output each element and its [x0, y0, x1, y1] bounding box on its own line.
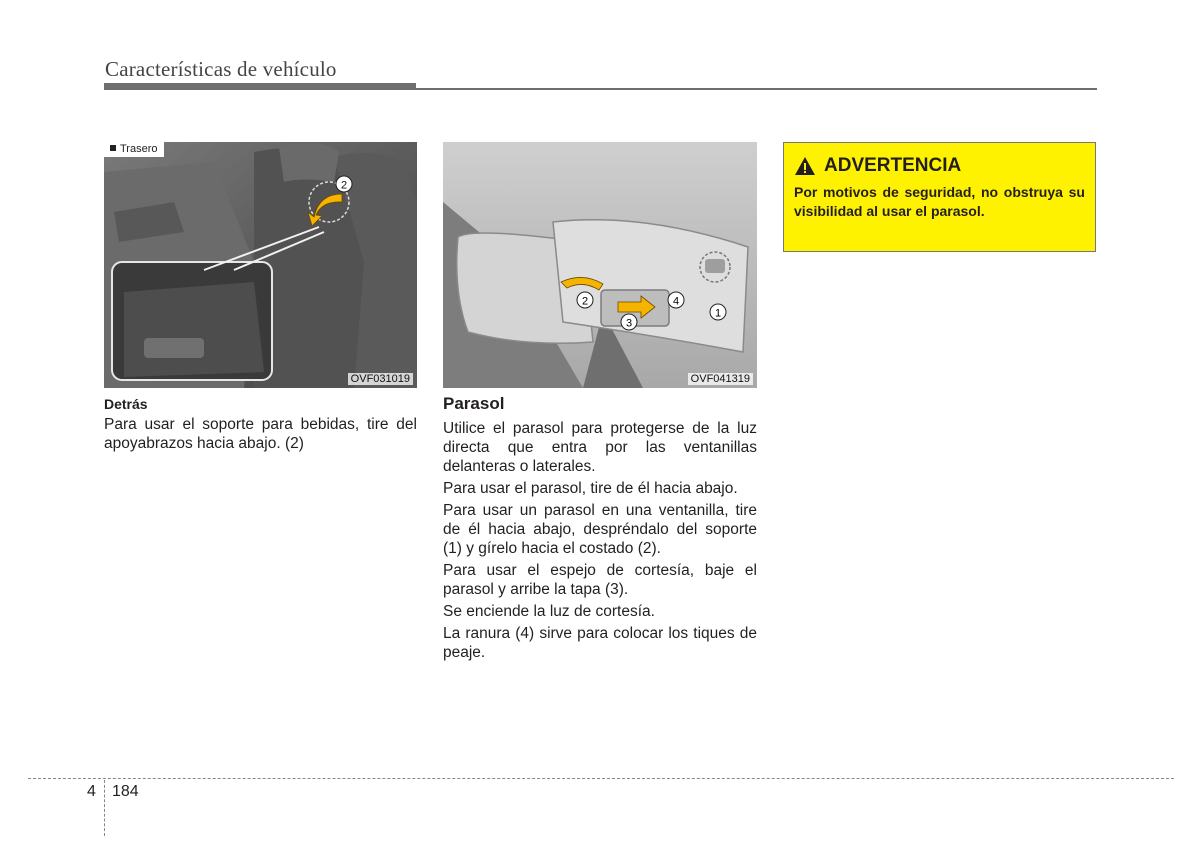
- header-rule-thin: [416, 88, 1097, 90]
- warning-text: Por motivos de seguridad, no obstruya su visibilidad al usar el parasol.: [794, 184, 1085, 219]
- sunvisor-paragraph: Para usar el espejo de cortesía, baje el parasol y arribe la tapa (3).: [443, 562, 757, 598]
- callout-2: 2: [340, 179, 348, 192]
- sunvisor-figure: [443, 142, 757, 388]
- rear-seat-illustration: [104, 142, 417, 388]
- figure-code: OVF031019: [348, 373, 413, 385]
- sunvisor-paragraph: Se enciende la luz de cortesía.: [443, 603, 655, 620]
- page-number: 184: [112, 783, 139, 800]
- callout-1: 1: [714, 307, 722, 320]
- warning-title-row: [794, 155, 1085, 177]
- figure-tag-label: Trasero: [120, 143, 158, 155]
- sunvisor-paragraph: La ranura (4) sirve para colocar los tiques de peaje.: [443, 625, 757, 661]
- warning-triangle-icon: [794, 156, 816, 176]
- rear-heading: Detrás: [104, 396, 148, 412]
- sunvisor-paragraph: Para usar el parasol, tire de él hacia abajo.: [443, 480, 738, 497]
- rear-section: [104, 396, 417, 456]
- footer-vertical-divider: [104, 780, 105, 836]
- callout-2: 2: [581, 295, 589, 308]
- sunvisor-paragraph: Para usar un parasol en una ventanilla, tire de él hacia abajo, despréndalo del soporte (1) y gírelo hacia el costado (2).: [443, 502, 757, 557]
- callout-4: 4: [672, 295, 680, 308]
- sunvisor-section: [443, 394, 757, 665]
- figure-tag: [104, 142, 164, 157]
- rear-paragraph: Para usar el soporte para bebidas, tire del apoyabrazos hacia abajo. (2): [104, 416, 417, 452]
- callout-3: 3: [625, 317, 633, 330]
- figure-code: OVF041319: [688, 373, 753, 385]
- sunvisor-paragraph: Utilice el parasol para protegerse de la luz directa que entra por las ventanillas delanteras o laterales.: [443, 420, 757, 475]
- warning-box: [783, 142, 1096, 252]
- chapter-number: 4: [87, 783, 96, 800]
- header-rule: [104, 83, 416, 90]
- square-bullet-icon: [110, 145, 116, 151]
- sunvisor-illustration: [443, 142, 757, 388]
- rear-armrest-figure: [104, 142, 417, 388]
- warning-title: ADVERTENCIA: [824, 155, 962, 176]
- page-header-title: Características de vehículo: [105, 57, 337, 81]
- footer-divider: [28, 778, 1174, 779]
- sunvisor-heading: Parasol: [443, 394, 505, 413]
